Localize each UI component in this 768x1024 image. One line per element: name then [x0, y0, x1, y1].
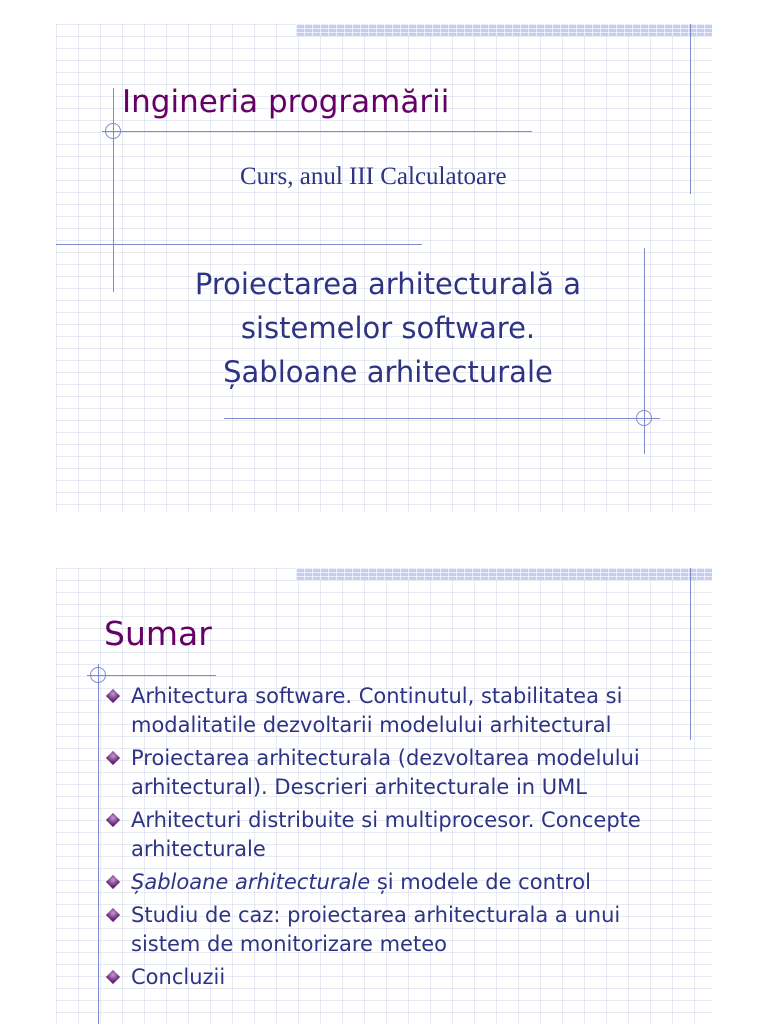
diamond-bullet-icon [106, 689, 120, 703]
list-item [104, 744, 704, 802]
list-item-text: Arhitectura software. Continutul, stabilitatea si [131, 684, 623, 708]
course-subtitle: Curs, anul III Calculatoare [240, 163, 507, 190]
list-item [104, 868, 704, 897]
diamond-bullet-icon [106, 908, 120, 922]
list-item-text: sistem de monitorizare meteo [131, 932, 447, 956]
lecture-title-line: Proiectarea arhitecturală a [194, 267, 582, 301]
guide-line [92, 675, 216, 676]
guide-line [113, 88, 114, 292]
decorative-band [296, 568, 712, 580]
guide-line [224, 418, 660, 419]
registration-mark-icon [105, 123, 121, 139]
list-item-emphasis: Șabloane arhitecturale [131, 870, 371, 894]
slide-title [56, 24, 712, 512]
summary-list [104, 682, 704, 996]
list-item-text: Proiectarea arhitecturala (dezvoltarea modelului [131, 746, 640, 770]
summary-title: Sumar [104, 614, 212, 653]
list-item-text: și modele de control [370, 870, 591, 894]
list-item [104, 682, 704, 740]
list-item-text: arhitectural). Descrieri arhitecturale in UML [131, 775, 587, 799]
list-item-text: Studiu de caz: proiectarea arhitecturala a unui [131, 903, 621, 927]
diamond-bullet-icon [106, 970, 120, 984]
list-item-text: Concluzii [131, 965, 226, 989]
list-item-text: arhitecturale [131, 837, 266, 861]
list-item [104, 901, 704, 959]
guide-line [690, 24, 691, 194]
guide-line [56, 244, 422, 245]
list-item-text: modalitatile dezvoltarii modelului arhitectural [131, 713, 612, 737]
lecture-title [128, 262, 648, 394]
lecture-title-line: sistemelor software. [240, 311, 536, 345]
list-item [104, 963, 704, 992]
diamond-bullet-icon [106, 875, 120, 889]
registration-mark-icon [636, 410, 652, 426]
slide-summary [56, 568, 712, 1024]
list-item-text: Arhitecturi distribuite si multiprocesor. Concepte [131, 808, 641, 832]
decorative-band [296, 24, 712, 36]
guide-line [98, 670, 99, 1024]
diamond-bullet-icon [106, 813, 120, 827]
registration-mark-icon [90, 667, 106, 683]
course-title: Ingineria programării [122, 84, 450, 120]
guide-line [108, 131, 532, 132]
list-item [104, 806, 704, 864]
lecture-title-line: Șabloane arhitecturale [223, 355, 553, 389]
diamond-bullet-icon [106, 751, 120, 765]
